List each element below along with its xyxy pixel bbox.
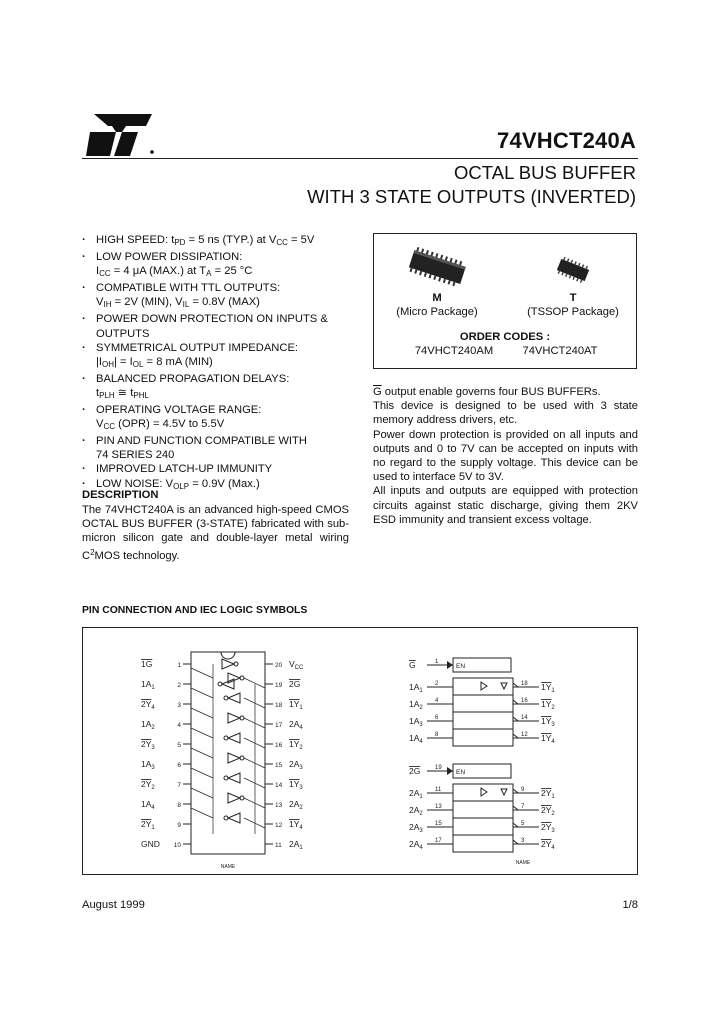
iec-group-1-input-pin: 8 (435, 732, 439, 738)
iec-group-1-tristate-symbol (501, 683, 507, 689)
iec-group-2-input-pin: 13 (435, 804, 442, 810)
buffer-gate (228, 793, 240, 803)
part-number: 74VHCT240A (497, 128, 636, 153)
dip-caption: NAME (220, 864, 236, 870)
pin-number: 5 (177, 742, 181, 749)
iec-caption: NAME (515, 860, 531, 866)
iec-group-2-input-pin: 11 (435, 787, 442, 793)
buffer-gate (228, 693, 240, 703)
pin-label: GND (141, 839, 160, 849)
iec-group-2-tristate-symbol (501, 789, 507, 795)
pin-label: $1Y_1$ (289, 699, 303, 711)
iec-group-1-enable-pin: 1 (435, 659, 439, 665)
internal-wire (191, 788, 213, 798)
feature-detail: OUTPUTS (96, 327, 150, 340)
buffer-gate (228, 813, 240, 823)
feature-detail: VIH = 2V (MIN), VIL = 0.8V (MAX) (96, 296, 260, 310)
iec-group-2-output-label: $2Y_2$ (541, 805, 555, 817)
pin-section-heading: PIN CONNECTION AND IEC LOGIC SYMBOLS (82, 605, 308, 616)
iec-group-1-negation-mark (513, 717, 518, 721)
iec-group-2-output-label: $2Y_3$ (541, 822, 555, 834)
iec-group-2-output-pin: 5 (521, 821, 525, 827)
iec-group-1-output-label: $1Y_3$ (541, 716, 555, 728)
pin-number: 10 (173, 842, 181, 849)
st-logo (86, 112, 158, 158)
feature-list (82, 233, 362, 494)
tssop-package-letter: T (569, 292, 577, 304)
iec-group-2-negation-mark (513, 789, 518, 793)
pin-label: 2G (289, 679, 301, 689)
feature-detail: |IOH| = IOL = 8 mA (MIN) (96, 355, 213, 369)
iec-group-1-input-label: $1A_3$ (409, 716, 423, 728)
iec-group-2-enable-label: 2G (409, 766, 421, 776)
internal-wire (244, 678, 265, 688)
usage-paragraph: This device is designed to be used with 3 state memory address drivers, etc. (373, 400, 638, 427)
buffer-gate (228, 773, 240, 783)
feature-item: · HIGH SPEED: tPD = 5 ns (TYP.) at VCC = 5V (82, 233, 362, 250)
tssop-package-image (552, 254, 594, 286)
pin-number: 13 (275, 802, 283, 809)
iec-group-1-output-pin: 14 (521, 715, 528, 721)
pin-label: $1A_1$ (141, 679, 155, 691)
pin-diagram-box (82, 627, 638, 875)
feature-item: · PIN AND FUNCTION COMPATIBLE WITH (82, 434, 362, 448)
iec-group-1-input-label: $1A_1$ (409, 682, 423, 694)
internal-wire (244, 818, 265, 828)
iec-group-1-output-pin: 18 (521, 681, 528, 687)
pin-label: $2Y_4$ (141, 699, 155, 711)
iec-group-2-input-pin: 17 (435, 838, 442, 844)
pin-label: $1Y_3$ (289, 779, 303, 791)
pin-label: $1A_2$ (141, 719, 155, 731)
subtitle-line-1: OCTAL BUS BUFFER (454, 162, 636, 183)
iec-group-1-negation-mark (513, 700, 518, 704)
iec-group-2-input-label: $2A_2$ (409, 805, 423, 817)
page-number: 1/8 (622, 899, 638, 911)
feature-detail: tPLH ≅ tPHL (96, 386, 149, 400)
iec-group-2-negation-mark (513, 806, 518, 810)
buffer-gate (228, 713, 240, 723)
internal-wire (244, 778, 265, 788)
iec-group-2-enable-pin: 19 (435, 765, 442, 771)
iec-group-1-input-label: $1A_4$ (409, 733, 423, 745)
pin-label: $1Y_2$ (289, 739, 303, 751)
feature-item: · SYMMETRICAL OUTPUT IMPEDANCE: (82, 341, 362, 355)
feature-detail: 74 SERIES 240 (96, 449, 175, 462)
pin-label: 1G (141, 659, 153, 669)
feature-detail: ICC = 4 μA (MAX.) at TA = 25 °C (96, 265, 253, 279)
iec-group-2-input-label: $2A_1$ (409, 788, 423, 800)
internal-wire (191, 728, 213, 738)
device-description (373, 385, 638, 527)
iec-group-2-enable-arrow (447, 767, 453, 775)
iec-group-2-output-pin: 3 (521, 838, 525, 844)
iec-group-2-input-label: $2A_4$ (409, 839, 423, 851)
pin-number: 7 (177, 782, 181, 789)
pin-number: 20 (275, 662, 283, 669)
pin-label: $1A_4$ (141, 799, 155, 811)
micro-package-label: (Micro Package) (396, 306, 478, 318)
dip-notch (221, 652, 235, 659)
iec-group-1-enable-label: G (409, 660, 416, 670)
protection-paragraph: Power down protection is provided on all inputs and outputs and 0 to 7V can be accepted on inputs with no regard to the supply voltage. This device can be used to interface 5V to 3V. (373, 428, 638, 484)
description-heading: DESCRIPTION (82, 489, 159, 501)
feature-item: · LOW POWER DISSIPATION: (82, 250, 362, 264)
iec-group-1-output-pin: 12 (521, 732, 528, 738)
pin-number: 1 (177, 662, 181, 669)
pin-number: 3 (177, 702, 181, 709)
buffer-gate (228, 733, 240, 743)
internal-wire (191, 748, 213, 758)
order-codes-label: ORDER CODES : (459, 331, 551, 343)
pin-number: 14 (275, 782, 283, 789)
pin-label: $2Y_1$ (141, 819, 155, 831)
iec-group-2-output-pin: 9 (521, 787, 525, 793)
feature-item: · LOW NOISE: VOLP = 0.9V (Max.) (82, 477, 362, 494)
description-text: The 74VHCT240A is an advanced high-speed CMOS OCTAL BUS BUFFER (3-STATE) fabricated with sub-micron silicon gate and double-layer metal wiring $C^2MOS$ technology. (82, 504, 349, 562)
pin-number: 18 (275, 702, 283, 709)
iec-group-1-negation-mark (513, 683, 518, 687)
esd-paragraph: All inputs and outputs are equipped with protection circuits against static discharge, giving them 2KV ESD immunity and transient excess voltage. (373, 485, 638, 526)
pin-number: 19 (275, 682, 283, 689)
pin-number: 15 (275, 762, 283, 769)
pin-number: 6 (177, 762, 181, 769)
order-code-t: 74VHCT240AT (522, 345, 598, 357)
enable-paragraph: $\overline{G}$ output enable governs four BUS BUFFERs. (373, 386, 601, 398)
iec-group-2-input-label: $2A_3$ (409, 822, 423, 834)
iec-group-2-negation-mark (513, 840, 518, 844)
package-box (373, 233, 637, 369)
internal-wire (244, 718, 265, 728)
pin-label: $2A_1$ (289, 839, 303, 851)
pin-label: $2A_2$ (289, 799, 303, 811)
pin-number: 16 (275, 742, 283, 749)
iec-group-2-output-label: $2Y_4$ (541, 839, 555, 851)
tssop-package-label: (TSSOP Package) (527, 306, 619, 318)
pin-label: $2Y_2$ (141, 779, 155, 791)
iec-group-1-buffer-symbol (481, 682, 487, 690)
pin-number: 2 (177, 682, 181, 689)
pin-number: 4 (177, 722, 181, 729)
iec-group-1-output-label: $1Y_1$ (541, 682, 555, 694)
feature-item: · OPERATING VOLTAGE RANGE: (82, 403, 362, 417)
internal-wire (191, 808, 213, 818)
pin-label: $1A_3$ (141, 759, 155, 771)
iec-group-1-output-pin: 16 (521, 698, 528, 704)
micro-package-image (402, 246, 472, 290)
iec-group-2-en-label: EN (456, 769, 466, 776)
order-code-m: 74VHCT240AM (414, 345, 494, 357)
iec-group-1-input-label: $1A_2$ (409, 699, 423, 711)
iec-group-1-input-pin: 6 (435, 715, 439, 721)
iec-group-2-output-pin: 7 (521, 804, 525, 810)
footer-date: August 1999 (82, 899, 145, 911)
pin-number: 11 (275, 842, 282, 849)
pin-number: 17 (275, 722, 283, 729)
pin-label: $2Y_3$ (141, 739, 155, 751)
pin-number: 12 (275, 822, 283, 829)
internal-wire (191, 708, 213, 718)
micro-package-letter: M (432, 292, 442, 304)
iec-group-1-enable-arrow (447, 661, 453, 669)
feature-item: · IMPROVED LATCH-UP IMMUNITY (82, 462, 362, 476)
pin-label: $V_{CC}$ (289, 659, 304, 671)
pin-label: $1Y_4$ (289, 819, 303, 831)
header-rule (82, 158, 638, 159)
iec-group-2-output-label: $2Y_1$ (541, 788, 555, 800)
feature-detail: VCC (OPR) = 4.5V to 5.5V (96, 418, 225, 432)
iec-group-1-input-pin: 2 (435, 681, 439, 687)
feature-item: · COMPATIBLE WITH TTL OUTPUTS: (82, 281, 362, 295)
internal-wire (244, 758, 265, 768)
feature-item: · BALANCED PROPAGATION DELAYS: (82, 372, 362, 386)
iec-group-2-buffer-symbol (481, 788, 487, 796)
iec-group-1-output-label: $1Y_2$ (541, 699, 555, 711)
internal-wire (191, 688, 213, 698)
iec-group-1-negation-mark (513, 734, 518, 738)
pin-number: 8 (177, 802, 181, 809)
internal-wire (244, 798, 265, 808)
internal-wire (191, 668, 213, 678)
iec-group-1-input-pin: 4 (435, 698, 439, 704)
feature-item: · POWER DOWN PROTECTION ON INPUTS & (82, 312, 362, 326)
internal-wire (244, 738, 265, 748)
iec-group-2-negation-mark (513, 823, 518, 827)
pin-number: 9 (177, 822, 181, 829)
iec-group-2-input-pin: 15 (435, 821, 442, 827)
subtitle-line-2: WITH 3 STATE OUTPUTS (INVERTED) (307, 186, 636, 207)
internal-wire (191, 768, 213, 778)
enable-buffer-1g (222, 659, 234, 669)
iec-group-1-en-label: EN (456, 663, 466, 670)
pin-label: $2A_4$ (289, 719, 303, 731)
pin-connection-diagram (83, 628, 637, 874)
internal-wire (244, 698, 265, 708)
iec-group-1-output-label: $1Y_4$ (541, 733, 555, 745)
buffer-gate (228, 753, 240, 763)
pin-label: $2A_3$ (289, 759, 303, 771)
